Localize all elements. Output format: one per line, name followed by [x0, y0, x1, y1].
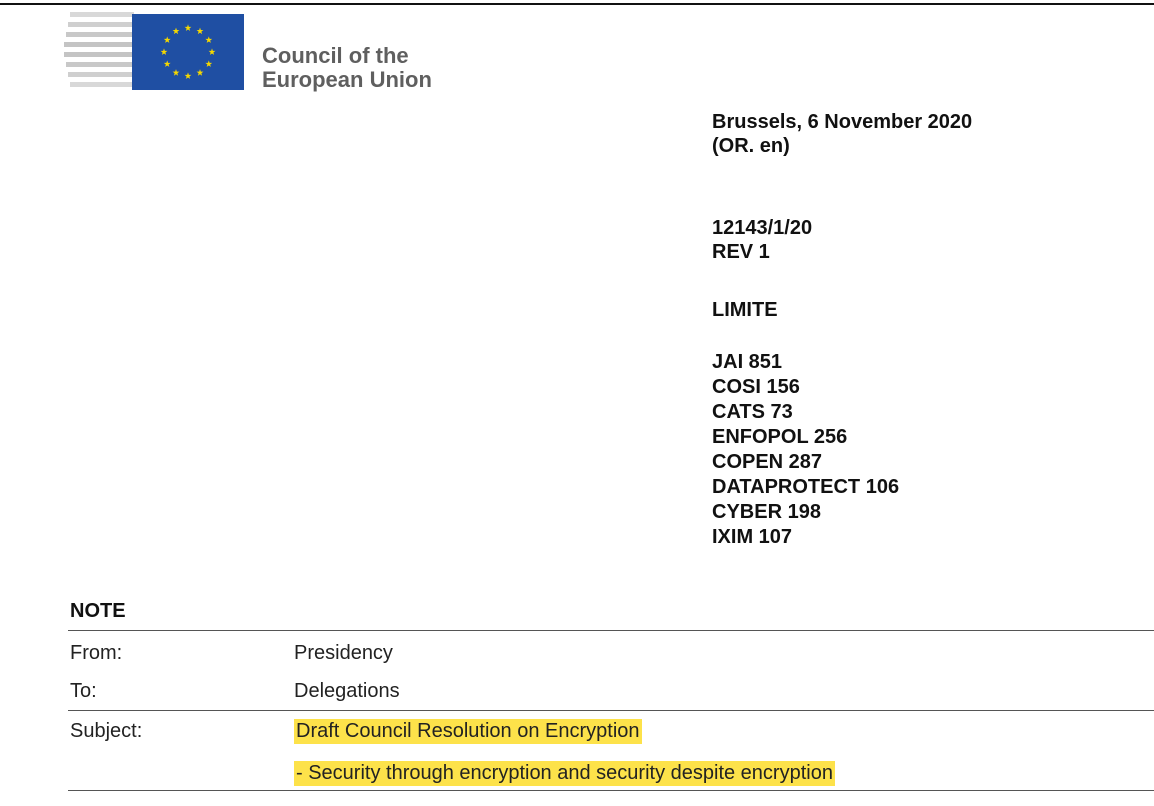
code-item: IXIM 107	[712, 526, 793, 548]
subject-highlight: Draft Council Resolution on Encryption	[296, 720, 640, 742]
logo-stripes-icon	[64, 10, 134, 92]
code-item: COPEN 287	[712, 451, 823, 473]
org-name-line-2: European Union	[262, 67, 432, 92]
star-icon	[209, 48, 216, 55]
divider	[68, 630, 1154, 631]
subject-highlight: - Security through encryption and security despite encryption	[296, 762, 833, 784]
star-icon	[185, 24, 192, 31]
original-language: (OR. en)	[712, 135, 790, 157]
code-item: DATAPROTECT 106	[712, 476, 900, 498]
subject-line-2	[294, 761, 835, 785]
star-icon	[161, 48, 168, 55]
note-title: NOTE	[70, 600, 126, 622]
org-name-line-1: Council of the	[262, 43, 409, 68]
from-value: Presidency	[294, 642, 393, 664]
code-item: JAI 851	[712, 351, 783, 373]
classification: LIMITE	[712, 299, 778, 321]
star-icon	[197, 28, 204, 35]
subject-line-1	[294, 719, 642, 743]
to-label: To:	[70, 680, 97, 702]
eu-flag-icon	[132, 14, 244, 90]
star-icon	[173, 28, 180, 35]
star-icon	[164, 36, 171, 43]
star-icon	[173, 69, 180, 76]
star-icon	[205, 60, 212, 67]
date-block	[712, 110, 972, 158]
classification-codes	[712, 350, 899, 550]
code-item: CYBER 198	[712, 501, 821, 523]
organization-name	[262, 44, 432, 92]
doc-number: 12143/1/20	[712, 217, 813, 239]
from-label: From:	[70, 642, 123, 664]
star-icon	[197, 69, 204, 76]
star-icon	[164, 60, 171, 67]
code-item: CATS 73	[712, 401, 793, 423]
to-value: Delegations	[294, 680, 400, 702]
revision: REV 1	[712, 241, 770, 263]
document-number-block	[712, 216, 812, 264]
star-icon	[205, 36, 212, 43]
divider	[68, 790, 1154, 791]
star-icon	[185, 72, 192, 79]
place-date: Brussels, 6 November 2020	[712, 111, 973, 133]
code-item: ENFOPOL 256	[712, 426, 848, 448]
subject-label: Subject:	[70, 720, 143, 742]
top-border-line	[0, 3, 1154, 5]
divider	[68, 710, 1154, 711]
code-item: COSI 156	[712, 376, 800, 398]
